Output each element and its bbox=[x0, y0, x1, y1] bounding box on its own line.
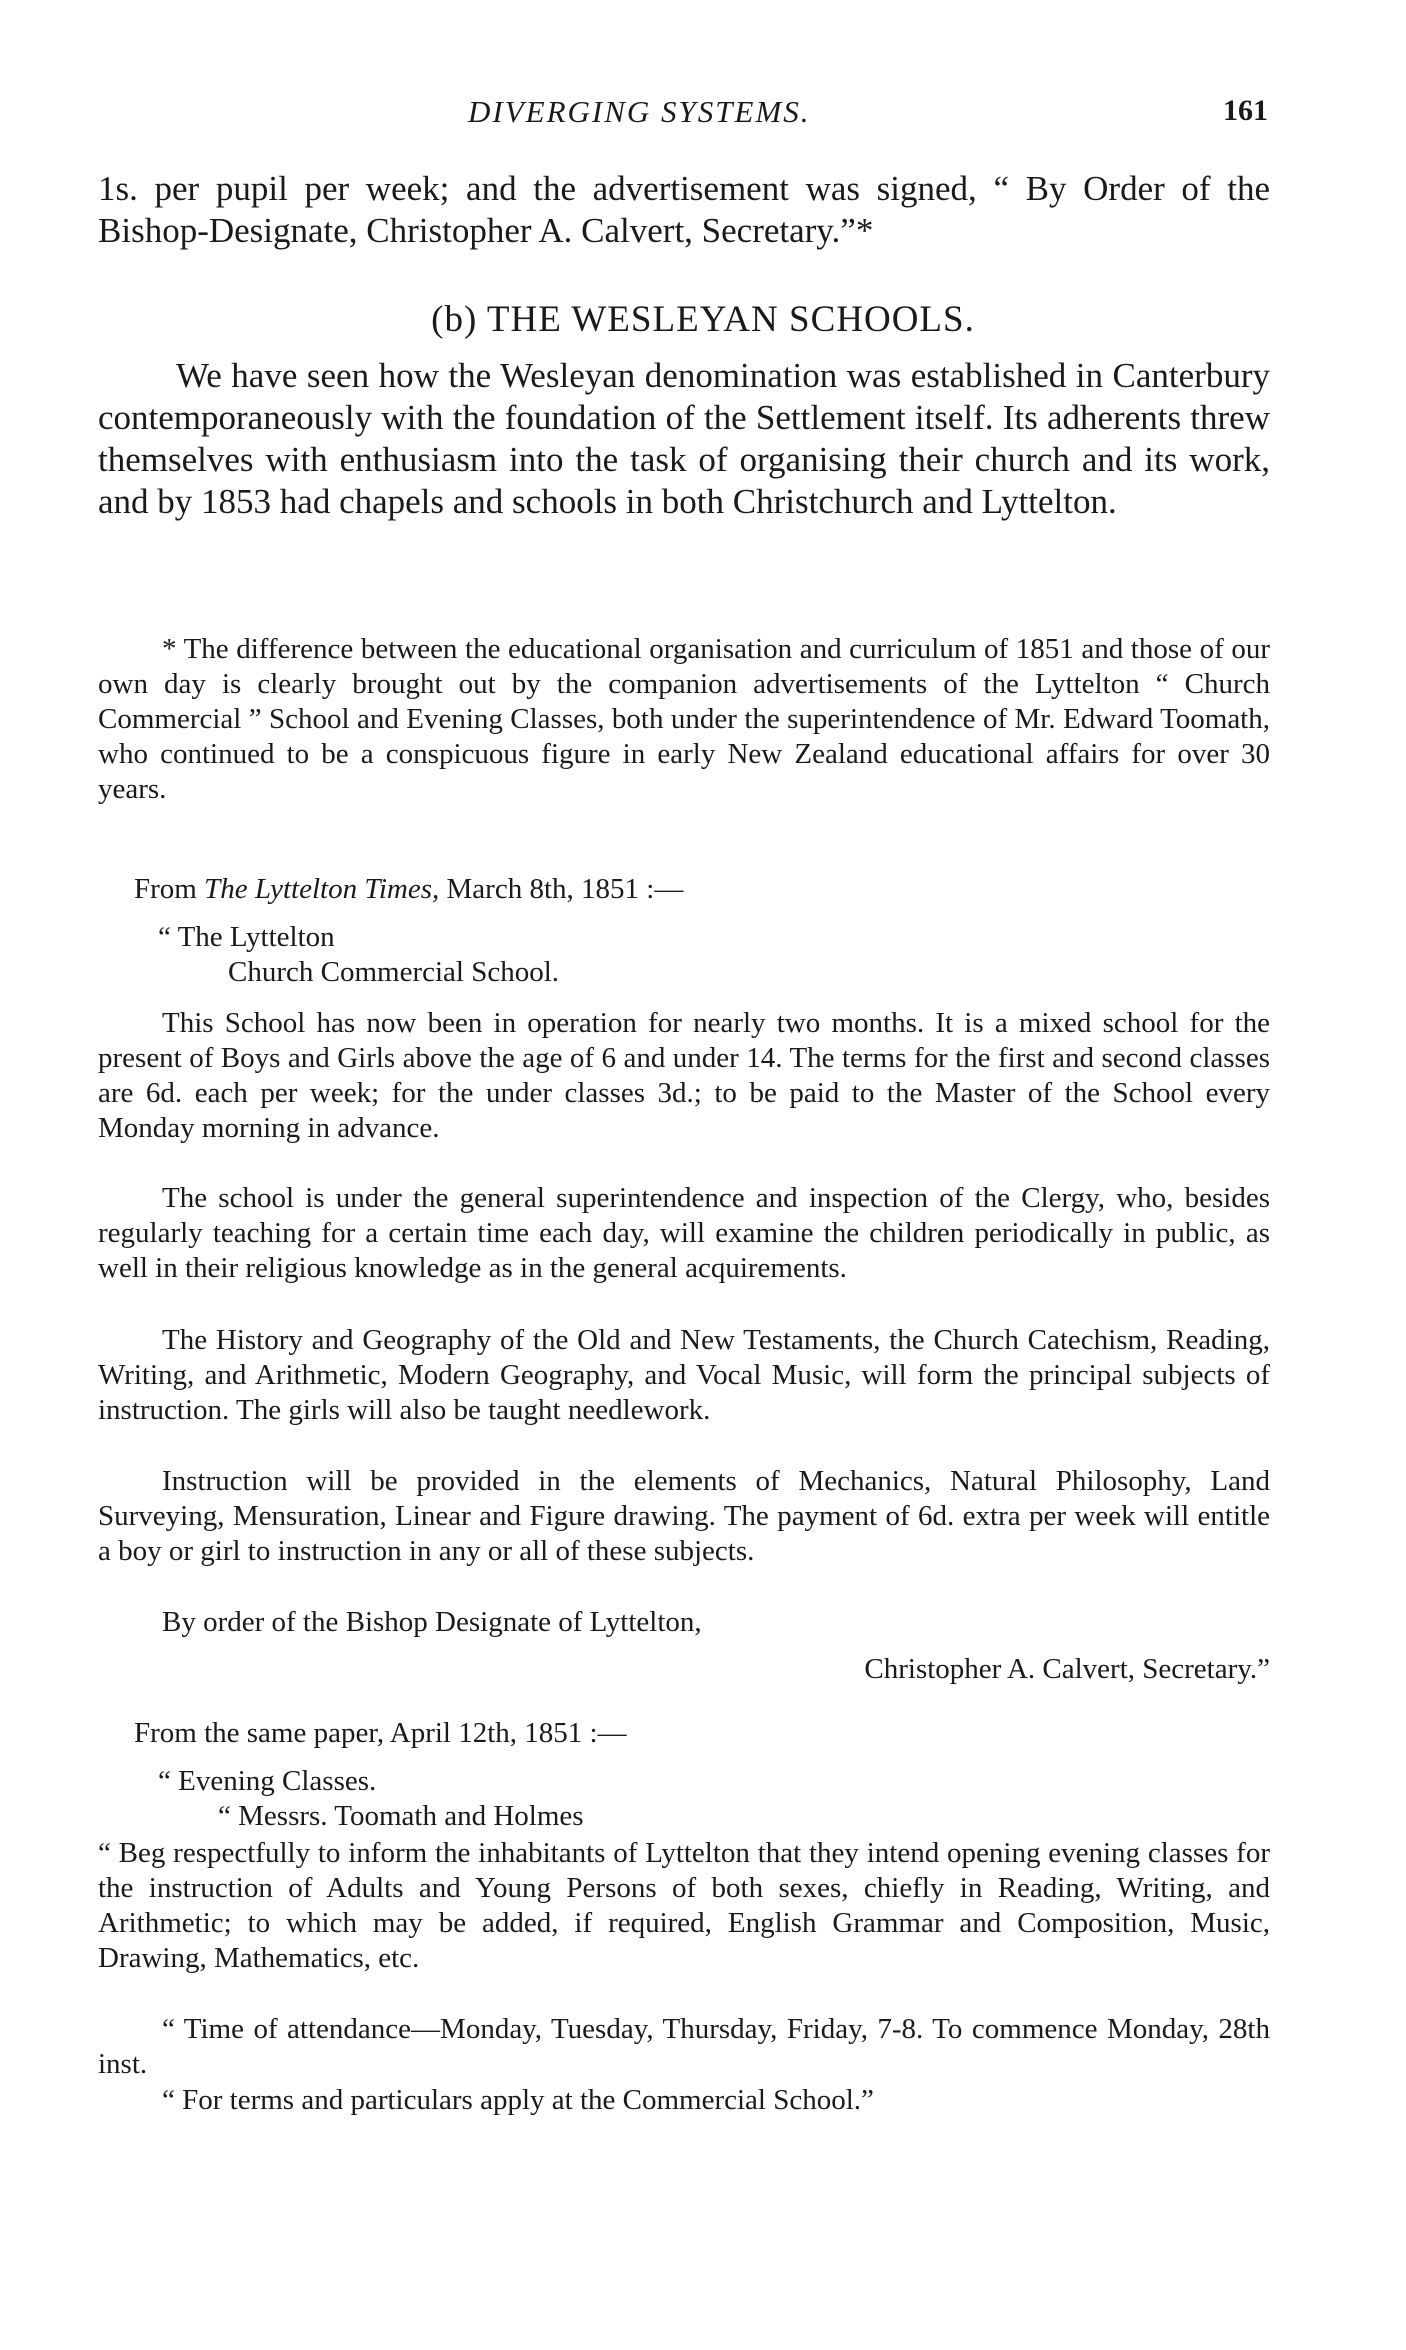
ad2-title bbox=[98, 1764, 1270, 1834]
ad1-paragraph-4: Instruction will be provided in the elements of Mechanics, Natural Philosophy, Land Surveying, Mensuration, Linear and Figure drawing. The payment of 6d. extra per week will entitle a boy or girl to instruction in any or all of these subjects. bbox=[98, 1465, 1270, 1567]
ad2-paragraph-1: “ Beg respectfully to inform the inhabitants of Lyttelton that they intend opening evening classes for the instruction of Adults and Young Persons of both sexes, chiefly in Reading, Writing, and Arithmetic; to which may be added, if required, English Grammar and Composition, Music, Drawing, Mathematics, etc. bbox=[98, 1837, 1270, 1974]
continuation-paragraph: 1s. per pupil per week; and the advertisement was signed, “ By Order of the Bishop-Designate, Christopher A. Calvert, Secretary.”* bbox=[98, 169, 1270, 250]
ad2-paragraph-2: “ Time of attendance—Monday, Tuesday, Thursday, Friday, 7-8. To commence Monday, 28th inst. bbox=[98, 2013, 1270, 2080]
ad1-title-line-1: “ The Lyttelton bbox=[158, 921, 335, 953]
ad1-signature: Christopher A. Calvert, Secretary.” bbox=[864, 1653, 1270, 1685]
page-number: 161 bbox=[1223, 94, 1268, 127]
footnote-source-1 bbox=[98, 872, 1270, 907]
ad2-title-line-1: “ Evening Classes. bbox=[158, 1765, 377, 1797]
body-paragraph: We have seen how the Wesleyan denomination was established in Canterbury contemporaneously with the foundation of the Settlement itself. Its adherents threw themselves with enthusiasm into the task of organising their church and its work, and by 1853 had chapels and schools in both Christchurch and Lyttelton. bbox=[98, 356, 1270, 521]
source-date: March 8th, 1851 :— bbox=[446, 873, 684, 905]
ad1-title bbox=[98, 920, 1270, 990]
ad1-paragraph-1: This School has now been in operation for nearly two months. It is a mixed school for the present of Boys and Girls above the age of 6 and under 14. The terms for the first and second classes are 6d. each per week; for the under classes 3d.; to be paid to the Master of the School every Monday morning in advance. bbox=[98, 1007, 1270, 1144]
ad2-title-line-2: “ Messrs. Toomath and Holmes bbox=[218, 1800, 584, 1832]
footnote-source-2: From the same paper, April 12th, 1851 :— bbox=[134, 1717, 627, 1749]
ad1-paragraph-3: The History and Geography of the Old and New Testaments, the Church Catechism, Reading, Writing, and Arithmetic, Modern Geography, and Vocal Music, will form the principal subjects of instruction. The girls will also be taught needlework. bbox=[98, 1324, 1270, 1426]
ad2-paragraph-3: “ For terms and particulars apply at the Commercial School.” bbox=[162, 2084, 874, 2116]
running-head bbox=[98, 94, 1268, 142]
ad1-title-line-2: Church Commercial School. bbox=[228, 956, 560, 988]
source-prefix: From bbox=[134, 873, 197, 905]
ad1-paragraph-2: The school is under the general superintendence and inspection of the Clergy, who, besides regularly teaching for a certain time each day, will examine the children periodically in public, as well in their religious knowledge as in the general acquirements. bbox=[98, 1182, 1270, 1284]
section-heading: (b) THE WESLEYAN SCHOOLS. bbox=[431, 299, 975, 340]
source-paper-title: The Lyttelton Times, bbox=[204, 873, 440, 905]
running-title: DIVERGING SYSTEMS. bbox=[468, 94, 811, 129]
ad1-paragraph-5: By order of the Bishop Designate of Lyttelton, bbox=[162, 1606, 702, 1638]
footnote-intro: * The difference between the educational organisation and curriculum of 1851 and those of our own day is clearly brought out by the companion advertisements of the Lyttelton “ Church Commercial ” School and Evening Classes, both under the superintendence of Mr. Edward Toomath, who continued to be a conspicuous figure in early New Zealand educational affairs for over 30 years. bbox=[98, 633, 1270, 805]
